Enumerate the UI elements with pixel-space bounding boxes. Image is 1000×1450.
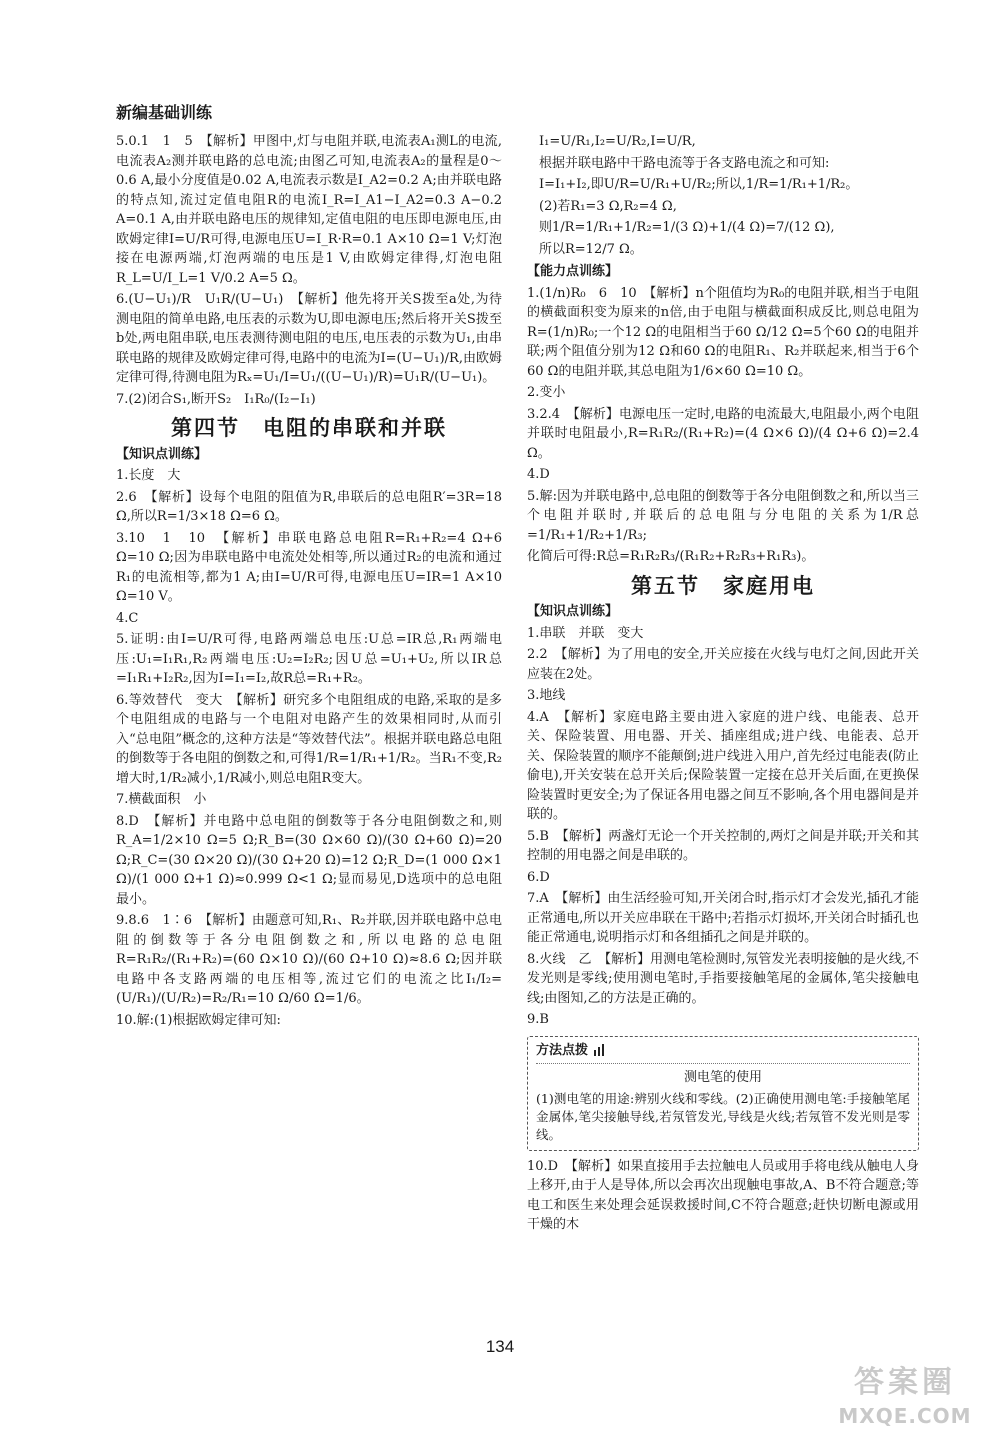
answer-item: 7.(2)闭合S₁,断开S₂ I₁R₀/(I₂−I₁) [116, 391, 316, 407]
answer-item: 5.证明:由I=U/R可得,电路两端总电压:U总=IR总,R₁两端电压:U₁=I₁R₁,R₂两端电压:U₂=I₂R₂;因U总=U₁+U₂,所以IR总=I₁R₁+I₂R₂,因为I=I₁=I₂,故R总=R₁+R₂。 [116, 632, 502, 686]
answer-item: 则1/R=1/R₁+1/R₂=1/(3 Ω)+1/(4 Ω)=7/(12 Ω), [539, 220, 835, 235]
method-tips-box [527, 1036, 919, 1151]
answer-item: 5.解:因为并联电路中,总电阻的倒数等于各分电阻倒数之和,所以当三个电阻并联时,并联后的总电阻与分电阻的关系为1/R总=1/R₁+1/R₂+1/R₃; [527, 488, 919, 543]
answer-item: 根据并联电路中干路电流等于各支路电流之和可知: [539, 155, 830, 171]
answer-item: 3.地线 [527, 688, 566, 703]
answer-item: I₁=U/R₁,I₂=U/R₂,I=U/R, [539, 134, 696, 149]
answer-item: 所以R=12/7 Ω。 [539, 241, 643, 257]
answer-item: 4.D [527, 467, 550, 482]
answer-item: 6.(U−U₁)/R U₁R/(U−U₁) 【解析】他先将开关S拨至a处,为待测电阻的简单电路,电压表的示数为U,即电源电压;然后将开关S拨至b处,两电阻串联,电压表测待测电阻的电压,电压表的示数为U₁,由串联电路的规律及欧姆定律可得,电路中的电流为I=(U−U₁)/R,由欧姆定律可得,待测电阻为Rₓ=U₁/I=U₁/((U−U₁)/R)=U₁R/(U−U₁)。 [116, 292, 502, 385]
answer-item: 化简后可得:R总=R₁R₂R₃/(R₁R₂+R₂R₃+R₁R₃)。 [527, 549, 815, 564]
answer-item: 2.2 【解析】为了用电的安全,开关应接在火线与电灯之间,因此开关应装在2处。 [527, 647, 919, 682]
answer-item: 4.C [116, 610, 139, 626]
answer-item: 2.6 【解析】设每个电阻的阻值为R,串联后的总电阻R′=3R=18 Ω,所以R=1/3×18 Ω=6 Ω。 [116, 489, 502, 524]
answer-item: 4.A 【解析】家庭电路主要由进入家庭的进户线、电能表、总开关、保险装置、用电器、开关、插座组成;进户线、电能表、总开关、保险装置的顺序不能颠倒;进户线进入用户,首先经过电能表(防止偷电),开关安装在总开关后;保险装置一定接在总开关后面,在更换保险装置时更安全;为了保证各用电器之间互不影响,各个用电器间是并联的。 [527, 709, 919, 822]
answer-item: 3.10 1 10 【解析】串联电路总电阻R=R₁+R₂=4 Ω+6 Ω=10 Ω;因为串联电路中电流处处相等,所以通过R₂的电流和通过R₁的电流相等,都为1 A;由I=U/R可得,电源电压U=IR=1 A×10 Ω=10 V。 [116, 530, 502, 604]
page-number: 134 [485, 1337, 515, 1356]
answer-item: 9.8.6 1∶6 【解析】由题意可知,R₁、R₂并联,因并联电路中总电阻的倒数等于各分电阻倒数之和,所以电路的总电阻R=R₁R₂/(R₁+R₂)=(60 Ω×10 Ω)/(60 Ω+10 Ω)≈8.6 Ω;因并联电路中各支路两端的电压相等,流过它们的电流之比I₁/I₂=(U/R₁)/(U/R₂)=R₂/R₁=10 Ω/60 Ω=1/6。 [116, 913, 502, 1006]
section-label: 【能力点训练】 [527, 264, 619, 279]
answer-item: 6.等效替代 变大 【解析】研究多个电阻组成的电路,采取的是多个电阻组成的电路与一个电阻对电路产生的效果相同时,从而引入“总电阻”概念的,这种方法是“等效替代法”。根据并联电路总电阻的倒数等于各电阻的倒数之和,可得1/R=1/R₁+1/R₂。当R₁不变,R₂增大时,1/R₂减小,1/R减小,则总电阻R变大。 [116, 692, 502, 786]
tips-body: (1)测电笔的用途:辨别火线和零线。(2)正确使用测电笔:手接触笔尾金属体,笔尖接触导线,若氖管发光,导线是火线;若氖管不发光则是零线。 [536, 1090, 910, 1142]
section-title: 第五节 家庭用电 [631, 573, 815, 598]
left-column [116, 132, 502, 1032]
book-title: 新编基础训练 [116, 103, 213, 122]
answer-item: 1.串联 并联 变大 [527, 625, 644, 641]
section-title: 第四节 电阻的串联和并联 [171, 416, 447, 440]
watermark-text: 答案圈 [854, 1365, 956, 1400]
answer-item: 6.D [527, 869, 550, 885]
answer-item: 8.D 【解析】并电路中总电阻的倒数等于各分电阻倒数之和,则R_A=1/2×10 Ω=5 Ω;R_B=(30 Ω×60 Ω)/(30 Ω+60 Ω)=20 Ω;R_C=(30 Ω×20 Ω)/(30 Ω+20 Ω)=12 Ω;R_D=(1 000 Ω×1 Ω)/(1 000 Ω+1 Ω)≈0.999 Ω<1 Ω;显而易见,D选项中的总电阻最小。 [116, 813, 502, 907]
answer-item: 1.长度 大 [116, 468, 181, 483]
answer-item: 1.(1/n)R₀ 6 10 【解析】n个阻值均为R₀的电阻并联,相当于电阻的横截面积变为原来的n倍,由于电阻与横截面积成反比,则总电阻为R=(1/n)R₀;一个12 Ω的电阻相当于60 Ω/12 Ω=5个60 Ω的电阻并联;两个阻值分别为12 Ω和60 Ω的电阻R₁、R₂并联起来,相当于6个60 Ω的电阻并联,其总电阻为1/6×60 Ω=10 Ω。 [527, 285, 919, 379]
tips-header-label: 方法点拨 [536, 1042, 589, 1058]
answer-item: 5.B 【解析】两盏灯无论一个开关控制的,两灯之间是并联;开关和其控制的用电器之间是串联的。 [527, 828, 919, 863]
tips-header [536, 1041, 910, 1065]
watermark-url: MXQE.COM [838, 1404, 972, 1428]
answer-item: 10.解:(1)根据欧姆定律可知: [116, 1012, 281, 1028]
answer-item: 7.横截面积 小 [116, 792, 207, 807]
answer-item: 9.B [527, 1012, 549, 1027]
section-label: 【知识点训练】 [116, 446, 208, 462]
answer-item: 8.火线 乙 【解析】用测电笔检测时,氖管发光表明接触的是火线,不发光则是零线;使用测电笔时,手指要接触笔尾的金属体,笔尖接触电线;由图知,乙的方法是正确的。 [527, 951, 919, 1006]
signal-bars-icon [594, 1044, 604, 1056]
answer-item: I=I₁+I₂,即U/R=U/R₁+U/R₂;所以,1/R=1/R₁+1/R₂。 [539, 177, 859, 192]
watermark-logo [830, 1362, 980, 1442]
answer-item: (2)若R₁=3 Ω,R₂=4 Ω, [539, 198, 677, 214]
answer-item: 5.0.1 1 5 【解析】甲图中,灯与电阻并联,电流表A₁测L的电流,电流表A₂测并联电路的总电流;由图乙可知,电流表A₂的量程是0～0.6 A,最小分度值是0.02 A,电流表示数是I_A2=0.2 A;由并联电路的特点知,流过定值电阻R的电流I_R=I_A1−I_A2=0.3 A−0.2 A=0.1 A,由并联电路电压的规律知,定值电阻的电压即电源电压,由欧姆定律I=U/R可得,电源电压U=I_R·R=0.1 A×10 Ω=1 V;灯泡接在电源两端,灯泡两端的电压是1 V,由欧姆定律得,灯泡电阻R_L=U/I_L=1 V/0.2 A=5 Ω。 [116, 134, 502, 286]
answer-item: 10.D 【解析】如果直接用手去拉触电人员或用手将电线从触电人身上移开,由于人是导体,所以会再次出现触电事故,A、B不符合题意;等电工和医生来处理会延误救援时间,C不符合题意;赶快切断电源或用干燥的木 [527, 1158, 919, 1232]
answer-item: 7.A 【解析】由生活经验可知,开关闭合时,指示灯才会发光,插孔才能正常通电,所以开关应串联在干路中;若指示灯损坏,开关闭合时插孔也能正常通电,说明指示灯和各组插孔之间是并联的。 [527, 891, 919, 945]
tips-title: 测电笔的使用 [683, 1070, 762, 1085]
answer-item: 3.2.4 【解析】电源电压一定时,电路的电流最大,电阻最小,两个电阻并联时电阻最小,R=R₁R₂/(R₁+R₂)=(4 Ω×6 Ω)/(4 Ω+6 Ω)=2.4 Ω。 [527, 406, 919, 461]
answer-item: 2.变小 [527, 385, 566, 400]
section-label: 【知识点训练】 [527, 604, 619, 619]
right-column [527, 132, 919, 1237]
